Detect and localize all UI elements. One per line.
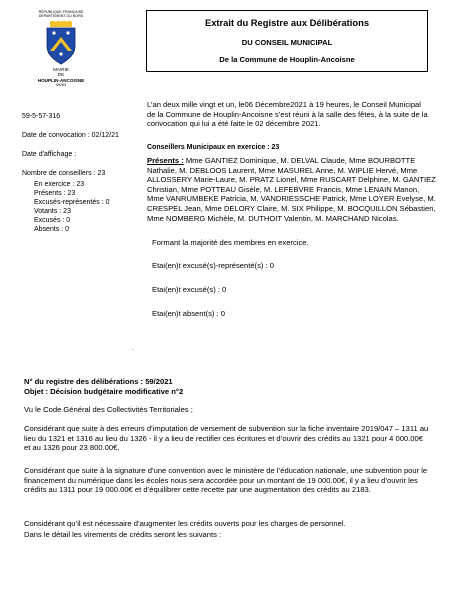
count-presents: Présents : 23 xyxy=(34,190,76,197)
count-en-exercice: En exercice : 23 xyxy=(34,181,85,188)
paragraph-charges-personnel: Considérant qu’il est nécessaire d’augmenter les crédits ouverts pour les charges de personnel. xyxy=(24,519,346,528)
excuses-representes-line: Etai(en)t excusé(s)-représenté(s) : 0 xyxy=(152,261,274,270)
document-subtitle: DU CONSEIL MUNICIPAL xyxy=(241,38,333,47)
excuses-line: Etai(en)t excusé(s) : 0 xyxy=(152,285,227,294)
left-metadata xyxy=(22,112,142,178)
majorite-line: Formant la majorité des membres en exercice. xyxy=(152,238,309,247)
meeting-intro: L’an deux mille vingt et un, le06 Décembre2021 à 19 heures, le Conseil Municipal de la Commune de Houplin-Ancoisne s’est réuni à la salle des fêtes, à la suite de la convocation qui lui a été faite le 02 décembre 2021. xyxy=(147,100,428,129)
count-excuses-representes: Excusés-représentés : 0 xyxy=(34,199,110,206)
absents-line: Etai(en)t absent(s) : 0 xyxy=(152,309,226,318)
logo-de: DE xyxy=(57,72,65,78)
logo-postcode: 59263 xyxy=(56,83,66,88)
affichage-date: Date d'affichage : xyxy=(22,151,77,158)
convocation-date: Date de convocation : 02/12/21 xyxy=(22,132,119,139)
council-counts xyxy=(34,180,134,234)
presents-label: Présents : xyxy=(147,156,184,165)
presents-names: Mme GANTIEZ Dominique, M. DELVAL Claude, Mme BOURBOTTE Nathalie, M. DEBLOOS Laurent, Mme MASUREL Anne, M. WIPLIE Hervé, Mme ALLOSSERY Marie-Laure, M. PRATZ Lionel, Mme RUSCART Delphine, M. GANTIEZ Christian, Mme POTTEAU Gisèle, M. LEFEBVRE Francis, Mme LENAIN Manon, Mme VANRUMBEKE Patricia, M. VANDRIESSCHE Patrick, Mme LOYER Evelyse, M. CRESPEL Jean, Mme DELORY Claire, M. SIX Philippe, M. BOCQUILLON Sébastien, Mme NOMBERG Michèle, M. DUTHOIT Valentin, M. MARCHAND Nicolas. xyxy=(147,156,436,223)
nombre-conseillers: Nombre de conseillers : 23 xyxy=(22,170,106,177)
paragraph-virements: Dans le détail les virements de crédits seront les suivants : xyxy=(24,530,222,539)
count-votants: Votants : 23 xyxy=(34,208,71,215)
coat-of-arms-icon xyxy=(44,21,78,65)
commune-line: De la Commune de Houplin-Ancoisne xyxy=(219,55,355,64)
paragraph-convention: Considérant que suite à la signature d’une convention avec le ministère de l’éducation nationale, une subvention pour le financement du numérique dans les écoles nous sera accordée pour un montant de 19 000.00€, il y a lieu d’ouvrir les crédits au 1311 pour 19 000.00€ et d’équilibrer cette recette par une augmentation des crédits au 2183. xyxy=(24,466,428,495)
count-excuses: Excusés : 0 xyxy=(34,217,71,224)
commune-logo xyxy=(30,10,92,87)
paragraph-vu-le-code: Vu le Code Général des Collectivités Territoriales ; xyxy=(24,405,193,414)
objet-line: Objet : Décision budgétaire modificative n°2 xyxy=(24,387,184,396)
header-box xyxy=(146,10,428,72)
presents-list xyxy=(147,156,437,223)
stray-dot: . xyxy=(132,346,134,352)
logo-caption-departement: DÉPARTEMENT DU NORD xyxy=(38,14,84,19)
count-absents: Absents : 0 xyxy=(34,226,70,233)
registre-number: N° du registre des délibérations : 59/2021 xyxy=(24,377,173,386)
logo-caption-republique: RÉPUBLIQUE FRANÇAISE xyxy=(38,10,84,14)
paragraph-erreurs-imputation: Considérant que suite à des erreurs d’imputation de versement de subvention sur la fiche inventaire 2019/047 – 1311 au lieu du 1321 et 1316 au lieu du 1326 - il y a lieu de rectifier ces écritures et d’ouvrir des crédits au 1321 pour 4 000.00€ et au 1326 pour 23 800.00€. xyxy=(24,424,429,453)
conseillers-en-exercice: Conseillers Municipaux en exercice : 23 xyxy=(147,144,280,151)
logo-mairie: MAIRIE xyxy=(53,66,69,72)
deliberation-code: 59-5-57-316 xyxy=(22,113,61,120)
logo-commune: HOUPLIN-ANCOISNE xyxy=(37,77,85,83)
document-title: Extrait du Registre aux Délibérations xyxy=(204,17,370,28)
